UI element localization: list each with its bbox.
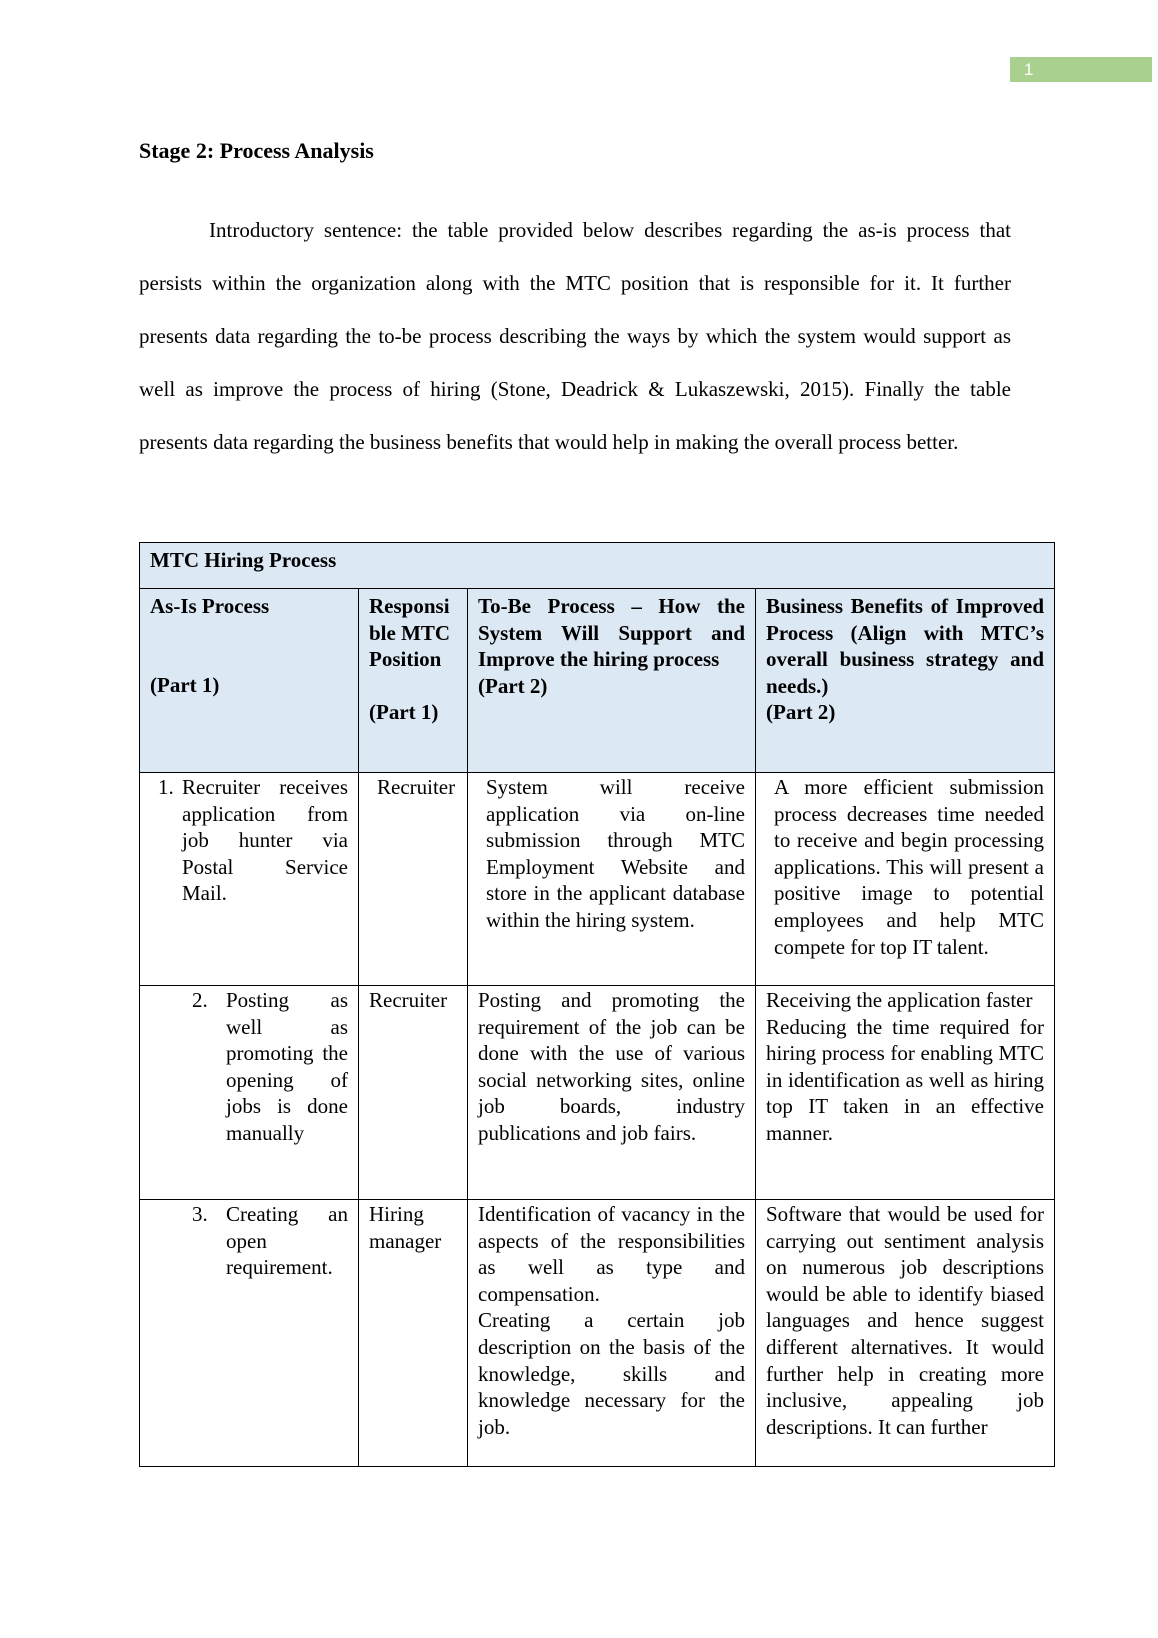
hiring-process-table (139, 542, 1055, 1467)
header-to-be-title: To-Be Process – How the System Will Support and Improve the hiring process (478, 594, 745, 672)
header-to-be (468, 589, 756, 773)
cell-as-is (140, 986, 359, 1200)
cell-benefits: A more efficient submission process decreases time needed to receive and begin processing applications. This will present a positive image to potential employees and help MTC compete for top IT talent. (756, 773, 1055, 986)
cell-position: Recruiter (359, 986, 468, 1200)
cell-benefits: Software that would be used for carrying out sentiment analysis on numerous job descriptions would be able to identify biased languages and hence suggest different alternatives. It would further help in creating more inclusive, appealing job descriptions. It can further (756, 1200, 1055, 1467)
cell-position: Hiring manager (359, 1200, 468, 1467)
cell-to-be (468, 1200, 756, 1467)
intro-text: Introductory sentence: the table provided below describes regarding the as-is process that persists within the organization along with the MTC position that is responsible for it. It further presents data regarding the to-be process describing the ways by which the system would support as well as improve the process of hiring (Stone, Deadrick & Lukaszewski, 2015). Finally the table presents data regarding the business benefits that would help in making the overall process better. (139, 218, 1011, 454)
numbered-item (158, 774, 348, 907)
cell-as-is (140, 1200, 359, 1467)
header-position (359, 589, 468, 773)
table-title-row (140, 543, 1055, 589)
header-as-is-part: (Part 1) (150, 672, 220, 697)
table-header-row (140, 589, 1055, 773)
table-title: MTC Hiring Process (140, 543, 1055, 589)
page-number: 1 (1010, 57, 1152, 82)
to-be-line: Identification of vacancy in the aspects of the responsibilities as well as type and compensation. (478, 1202, 745, 1306)
header-spacer (369, 673, 457, 699)
table-row (140, 1200, 1055, 1467)
header-benefits (756, 589, 1055, 773)
benefit-line: Reducing the time required for hiring process for enabling MTC in identification as well as hiring top IT taken in an effective manner. (766, 1014, 1044, 1145)
item-number: 3. (192, 1202, 208, 1226)
header-as-is-title: As-Is Process (150, 594, 270, 618)
item-text: Posting as well as promoting the opening of jobs is done manually (226, 988, 348, 1145)
item-text: Creating an open requirement. (226, 1202, 348, 1280)
item-number: 1. (158, 775, 174, 799)
section-heading: Stage 2: Process Analysis (139, 138, 374, 163)
header-benefits-part: (Part 2) (766, 700, 836, 725)
intro-paragraph (139, 204, 1011, 469)
cell-as-is (140, 773, 359, 986)
header-position-title: Responsible MTC Position (369, 594, 451, 672)
header-as-is (140, 589, 359, 773)
item-text: Recruiter receives application from job hunter via Postal Service Mail. (182, 775, 348, 906)
item-number: 2. (192, 988, 208, 1012)
cell-to-be: Posting and promoting the requirement of the job can be done with the use of various social networking sites, online job boards, industry publications and job fairs. (468, 986, 756, 1200)
benefit-line: Receiving the application faster (766, 988, 1033, 1012)
numbered-item (192, 987, 348, 1147)
header-to-be-part: (Part 2) (478, 673, 548, 698)
cell-benefits (756, 986, 1055, 1200)
header-spacer (150, 620, 348, 672)
numbered-item (192, 1201, 348, 1281)
header-benefits-title: Business Benefits of Improved Process (Align with MTC’s overall business strategy and needs.) (766, 594, 1044, 698)
table-row (140, 986, 1055, 1200)
header-position-part: (Part 1) (369, 699, 439, 724)
table-row (140, 773, 1055, 986)
cell-position: Recruiter (359, 773, 468, 986)
cell-to-be: System will receive application via on-line submission through MTC Employment Website and store in the applicant database within the hiring system. (468, 773, 756, 986)
to-be-line: Creating a certain job description on the basis of the knowledge, skills and knowledge necessary for the job. (478, 1308, 745, 1439)
